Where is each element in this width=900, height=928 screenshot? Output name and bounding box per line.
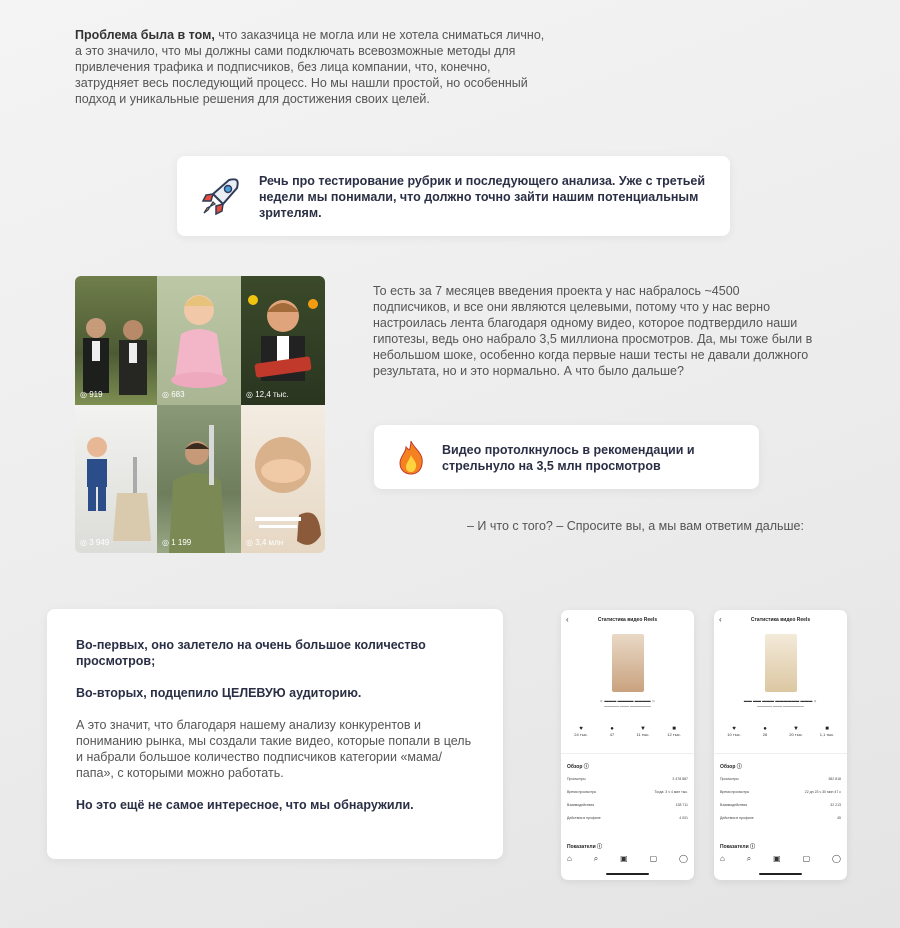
findings-card	[47, 609, 503, 859]
reel-thumbnail	[241, 405, 325, 553]
stat-row: Действия в профиле 45	[720, 816, 841, 820]
comment-icon: ●	[610, 726, 614, 732]
divider	[561, 753, 694, 754]
send-icon: ▼	[640, 726, 646, 732]
likes-stat: ♥ 10 тыс.	[720, 726, 748, 737]
reels-icon: ▣	[773, 854, 781, 863]
reel-views: ◎ 683	[162, 390, 185, 399]
saves-stat: ■ 12 тыс.	[660, 726, 688, 737]
shares-stat: ▼ 20 тыс.	[782, 726, 810, 737]
stat-row: Взаимодействия 138 711	[567, 803, 688, 807]
intro-paragraph	[75, 27, 545, 107]
heart-icon: ♥	[579, 726, 583, 732]
reel-image	[75, 405, 157, 553]
divider	[714, 753, 847, 754]
rocket-callout-card	[177, 156, 730, 236]
reel-thumbnail	[75, 276, 157, 405]
back-arrow-icon: ‹	[566, 615, 569, 624]
stats-row	[567, 726, 688, 737]
reel-image	[157, 276, 241, 405]
reel-caption: ☼ ▬▬▬ ▬▬▬▬ ▬▬▬▬ ☼	[599, 698, 656, 703]
home-indicator	[759, 873, 802, 875]
home-icon: ⌂	[567, 854, 572, 863]
bookmark-icon: ■	[672, 726, 676, 732]
reel-cover-image	[765, 634, 797, 692]
intro-section	[75, 27, 545, 107]
reel-caption: ▬▬ ▬▬ ▬▬▬ ▬▬▬▬▬▬ ▬▬▬ ☼	[743, 698, 818, 703]
stat-row: Действия в профиле 4 001	[567, 816, 688, 820]
overview-rows	[720, 777, 841, 829]
intro-text: что заказчица не могла или не хотела сниматься лично, а это значило, что мы должны сами подключать всевозможные методы для привлечения трафика и подписчиков, без лица компании, что, конечно, затрудняет весь последующий процесс. Но мы нашли простой, но особенный подход и уникальные решения для достижения своих целей.	[75, 28, 545, 106]
reel-views: ◎ 919	[80, 390, 103, 399]
heart-icon: ♥	[732, 726, 736, 732]
intro-lead: Проблема была в том,	[75, 28, 215, 42]
shop-icon: ▢	[802, 854, 811, 863]
bottom-nav	[720, 854, 841, 864]
search-icon: ⌕	[593, 854, 599, 863]
reels-stats-screenshot-1	[561, 610, 694, 880]
reel-image	[75, 276, 157, 405]
reels-icon: ▣	[620, 854, 628, 863]
comment-icon: ●	[763, 726, 767, 732]
reel-thumbnail	[241, 276, 325, 405]
reel-image	[241, 405, 325, 553]
finding-body: А это значит, что благодаря нашему анализу конкурентов и пониманию рынка, мы создали такие видео, которые попали в цель и набрали большое количество подписчиков категории «мама/папа», с которыми можно работать.	[76, 718, 472, 780]
shop-icon: ▢	[649, 854, 658, 863]
reel-caption-sub: ▬▬▬▬▬ ▬▬▬ ▬▬▬▬▬▬▬	[604, 704, 651, 708]
metrics-title: Показатели ⓘ	[720, 844, 756, 850]
results-paragraph: То есть за 7 месяцев введения проекта у нас набралось ~4500 подписчиков, и все они являются целевыми, потому что у нас верно настроилась лента благодаря одному видео, которое подтвердило наши гипотезы, ведь оно набрало 3,5 миллиона просмотров. Да, мы тоже были в небольшом шоке, особенно когда первые наши тесты не давали должного результата, но и это нормально. А что было дальше?	[373, 284, 813, 378]
stat-row: Просмотры 382 818	[720, 777, 841, 781]
comments-stat: ● 47	[598, 726, 626, 737]
likes-stat: ♥ 24 тыс.	[567, 726, 595, 737]
stat-row: Просмотры 3 478 887	[567, 777, 688, 781]
reel-thumbnail	[75, 405, 157, 553]
question-text: – И что с того? – Спросите вы, а мы вам ответим дальше:	[467, 519, 804, 533]
overview-title: Обзор ⓘ	[567, 764, 589, 770]
metrics-title: Показатели ⓘ	[567, 844, 603, 850]
home-icon: ⌂	[720, 854, 725, 863]
comments-stat: ● 26	[751, 726, 779, 737]
search-icon: ⌕	[746, 854, 752, 863]
reel-thumbnail	[157, 276, 241, 405]
reel-thumbnail	[157, 405, 241, 553]
finding-first: Во-первых, оно залетело на очень большое количество просмотров;	[76, 638, 426, 668]
overview-title: Обзор ⓘ	[720, 764, 742, 770]
bookmark-icon: ■	[825, 726, 829, 732]
reel-image	[157, 405, 241, 553]
profile-icon: ◯	[679, 854, 688, 863]
stats-header: Статистика видео Reels	[750, 617, 811, 623]
fire-icon	[396, 439, 426, 475]
stat-row: Время просмотра 22 дн 23 ч 30 мин 47 с	[720, 790, 841, 794]
profile-icon: ◯	[832, 854, 841, 863]
reel-caption-sub: ▬▬▬▬▬ ▬▬▬ ▬▬▬▬▬▬▬	[757, 704, 804, 708]
shares-stat: ▼ 11 тыс.	[629, 726, 657, 737]
stats-row	[720, 726, 841, 737]
rocket-icon	[199, 174, 243, 218]
finding-second: Во-вторых, подцепило ЦЕЛЕВУЮ аудиторию.	[76, 686, 362, 700]
home-indicator	[606, 873, 649, 875]
fire-callout-card	[374, 425, 759, 489]
rocket-callout-text: Речь про тестирование рубрик и последующего анализа. Уже с третьей недели мы понимали, что должно точно зайти нашим потенциальным зрителям.	[259, 174, 706, 220]
reel-views: ◎ 1 199	[162, 538, 192, 547]
stats-header: Статистика видео Reels	[597, 617, 658, 623]
reel-views: ◎ 12,4 тыс.	[246, 390, 289, 399]
reel-views: ◎ 3 949	[80, 538, 110, 547]
stat-row: Время просмотра Тогда: 3 ч 4 мин тыс.	[567, 790, 688, 794]
reel-cover-image	[612, 634, 644, 692]
stat-row: Взаимодействия 32 213	[720, 803, 841, 807]
overview-rows	[567, 777, 688, 829]
reels-stats-screenshot-2	[714, 610, 847, 880]
reel-image	[241, 276, 325, 405]
reel-views: ◎ 3,4 млн	[246, 538, 284, 547]
send-icon: ▼	[793, 726, 799, 732]
finding-closing: Но это ещё не самое интересное, что мы обнаружили.	[76, 798, 414, 812]
reels-collage	[75, 276, 325, 553]
bottom-nav	[567, 854, 688, 864]
saves-stat: ■ 1,1 тыс.	[813, 726, 841, 737]
back-arrow-icon: ‹	[719, 615, 722, 624]
fire-callout-text: Видео протолкнулось в рекомендации и стрельнуло на 3,5 млн просмотров	[442, 443, 695, 473]
